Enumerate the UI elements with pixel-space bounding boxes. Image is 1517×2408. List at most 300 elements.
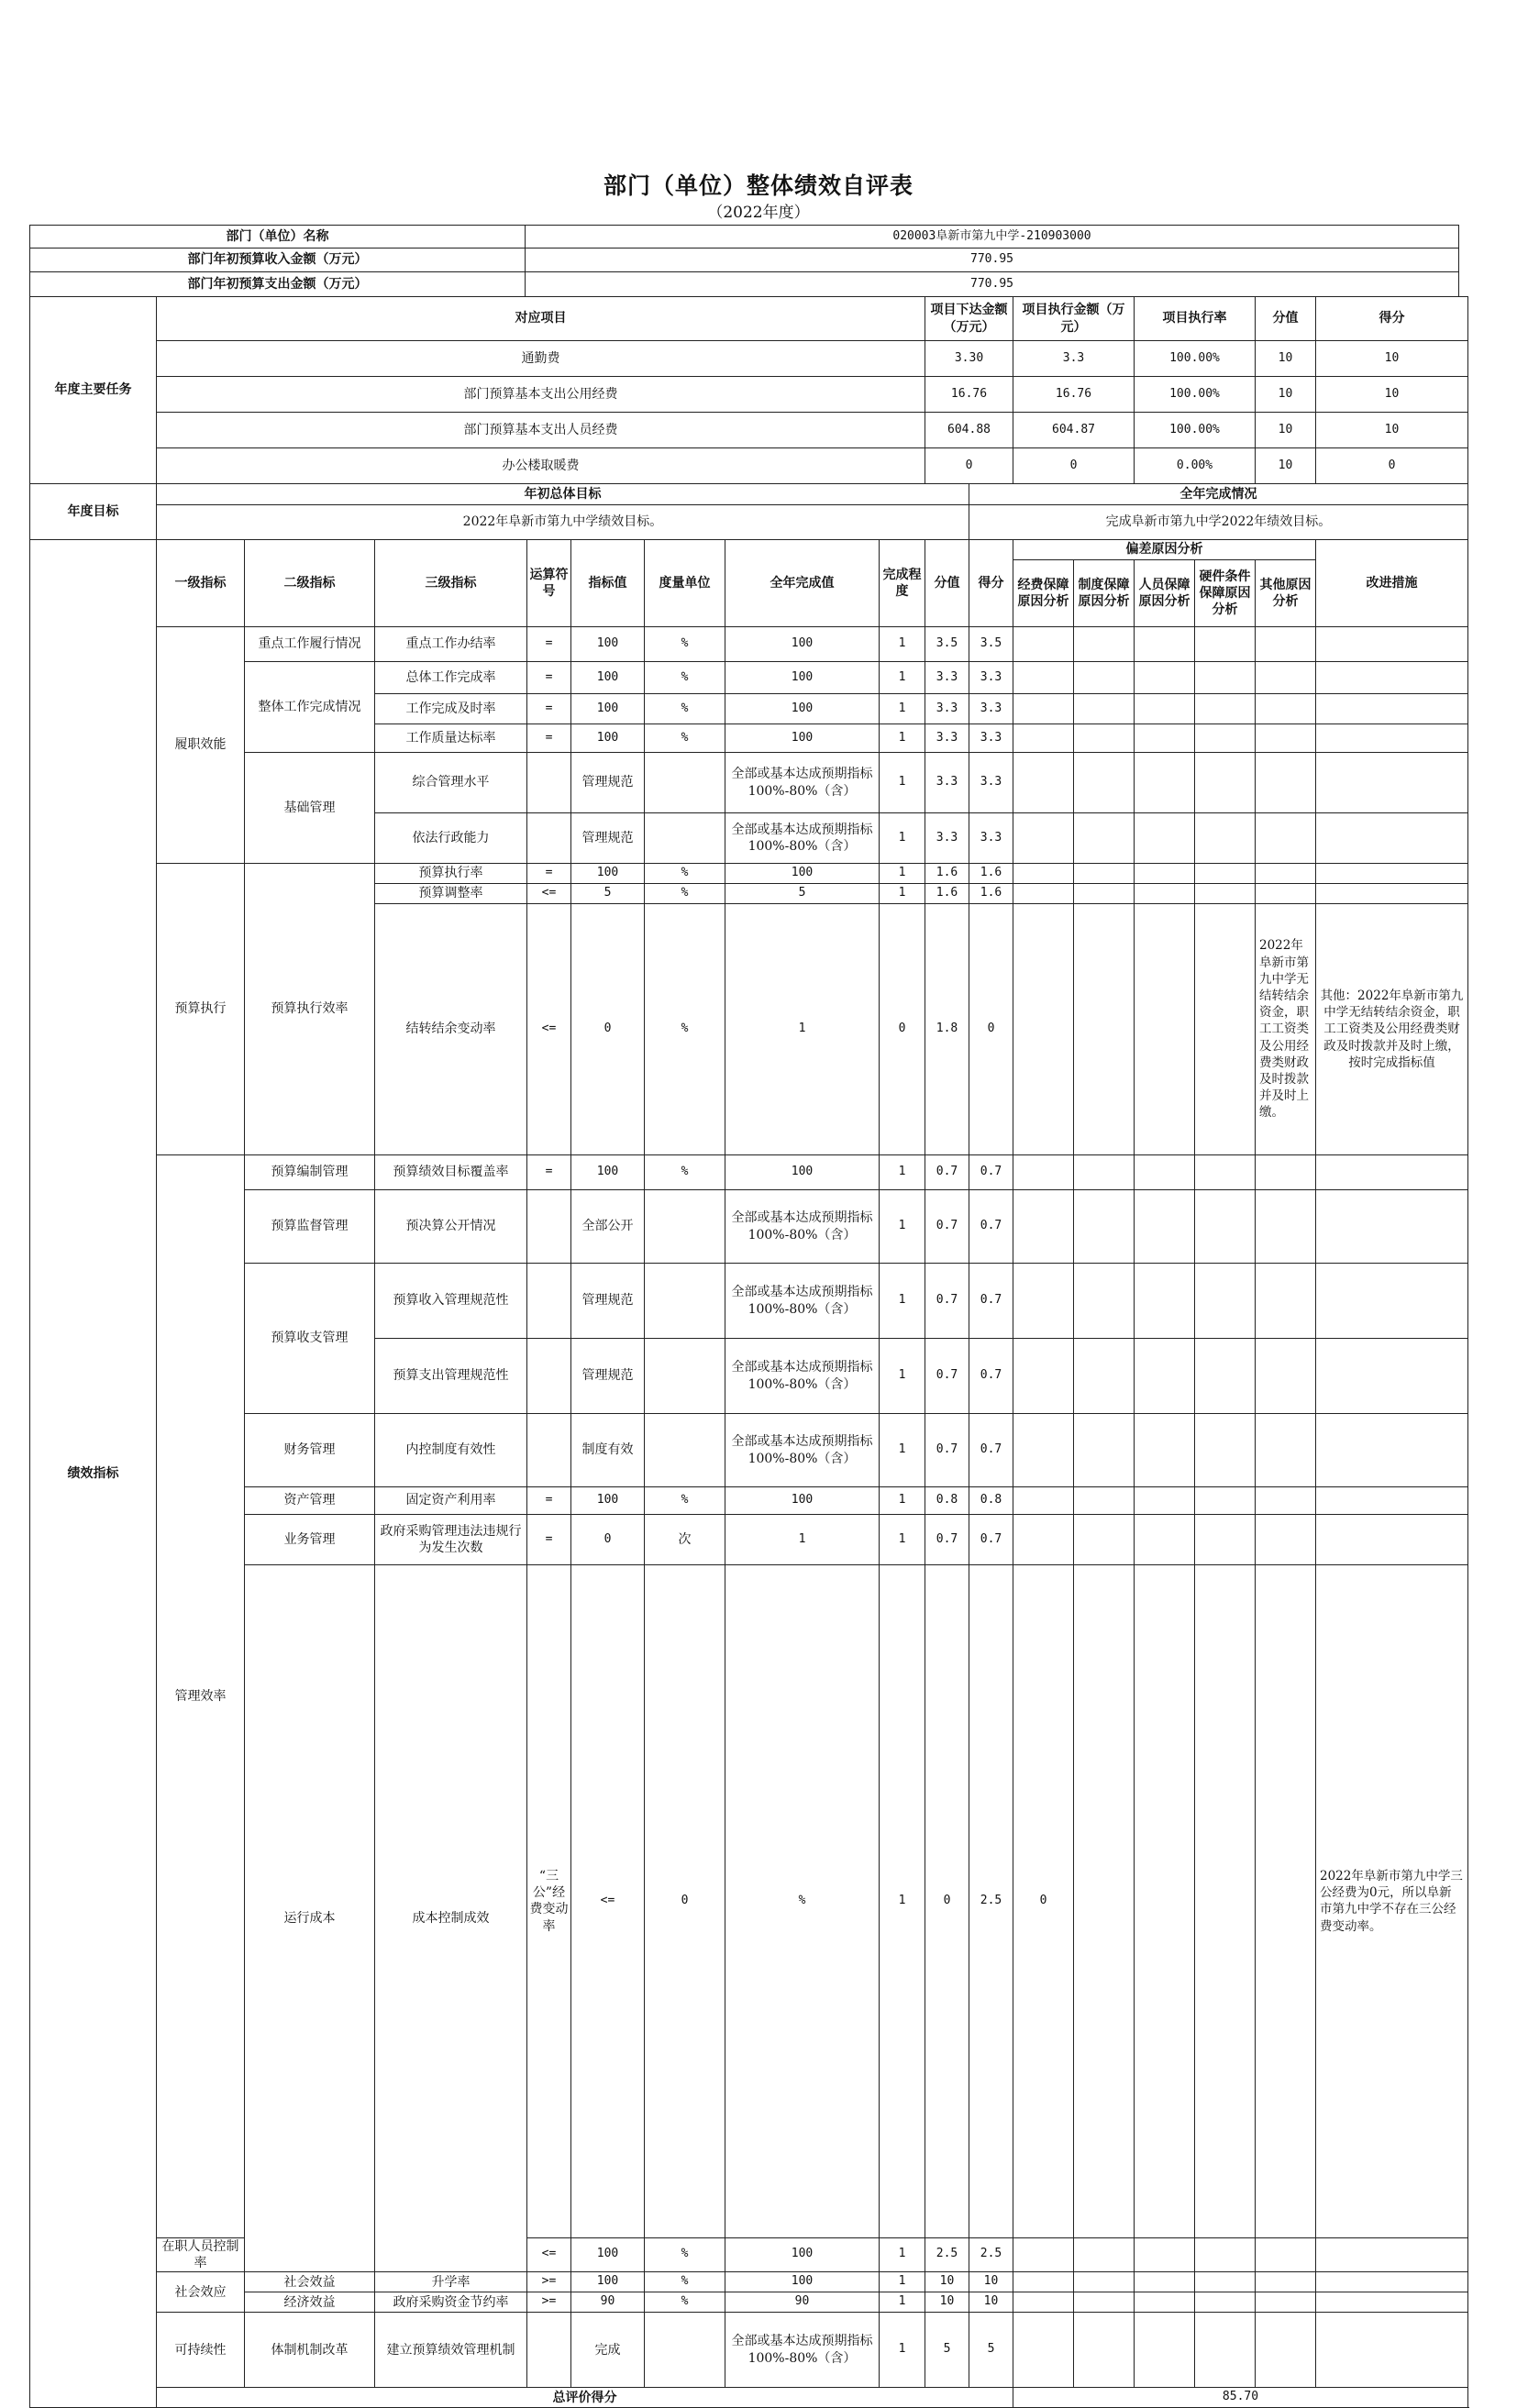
empty-cell bbox=[1256, 694, 1316, 724]
empty-cell bbox=[1135, 2292, 1195, 2313]
empty-cell bbox=[1195, 2272, 1256, 2292]
empty-cell bbox=[1074, 2237, 1135, 2271]
degree-cell: 1 bbox=[880, 864, 925, 884]
performance-table bbox=[29, 296, 1468, 2408]
actual-cell: 100 bbox=[725, 1487, 880, 1515]
target-cell: 完成 bbox=[571, 2313, 645, 2388]
l2-cost-ctrl: 成本控制成效 bbox=[375, 1565, 527, 2272]
goals-completion-value: 完成阜新市第九中学2022年绩效目标。 bbox=[969, 505, 1468, 540]
score-cell: 3.3 bbox=[925, 753, 969, 813]
empty-cell bbox=[1316, 1264, 1468, 1339]
l2-budget-sup: 预算监督管理 bbox=[245, 1190, 375, 1264]
l1-mgmt: 管理效率 bbox=[157, 1155, 245, 2238]
tasks-section-label: 年度主要任务 bbox=[30, 297, 157, 484]
unit-cell: % bbox=[645, 1155, 725, 1190]
goals-initial-header: 年初总体目标 bbox=[157, 484, 969, 505]
empty-cell bbox=[1074, 813, 1135, 864]
actual-cell: 全部或基本达成预期指标100%-80%（含） bbox=[725, 1339, 880, 1414]
empty-cell bbox=[1074, 864, 1135, 884]
degree-cell: 1 bbox=[880, 1515, 925, 1565]
empty-cell bbox=[1074, 884, 1135, 904]
empty-cell bbox=[1135, 1339, 1195, 1414]
empty-cell bbox=[1195, 904, 1256, 1155]
got-cell: 3.3 bbox=[969, 813, 1013, 864]
target-cell: 100 bbox=[571, 1487, 645, 1515]
empty-cell bbox=[1013, 2272, 1074, 2292]
op-cell: <= bbox=[527, 2237, 571, 2271]
actual-cell: 全部或基本达成预期指标100%-80%（含） bbox=[725, 813, 880, 864]
empty-cell bbox=[1316, 1515, 1468, 1565]
l2-basic: 基础管理 bbox=[245, 753, 375, 864]
score-cell: 0.8 bbox=[925, 1487, 969, 1515]
total-label: 总评价得分 bbox=[157, 2388, 1013, 2408]
op-cell: = bbox=[527, 627, 571, 662]
header-table bbox=[29, 225, 1459, 297]
task-got: 0 bbox=[1316, 448, 1468, 484]
empty-cell bbox=[1316, 2272, 1468, 2292]
unit-cell bbox=[645, 2313, 725, 2388]
op-cell: = bbox=[527, 1155, 571, 1190]
op-cell bbox=[527, 2313, 571, 2388]
empty-cell bbox=[1013, 2292, 1074, 2313]
got-cell: 0.7 bbox=[969, 1264, 1013, 1339]
degree-cell: 1 bbox=[880, 724, 925, 753]
empty-cell bbox=[1256, 724, 1316, 753]
empty-cell bbox=[1195, 1339, 1256, 1414]
score-cell: 5 bbox=[925, 2313, 969, 2388]
empty-cell bbox=[1195, 1155, 1256, 1190]
got-cell: 0.7 bbox=[969, 1339, 1013, 1414]
unit-cell: % bbox=[645, 724, 725, 753]
actual-cell: 100 bbox=[725, 724, 880, 753]
actual-cell: 100 bbox=[725, 2272, 880, 2292]
empty-cell bbox=[1074, 724, 1135, 753]
l3-label: 工作质量达标率 bbox=[375, 724, 527, 753]
got-cell: 0.8 bbox=[969, 1487, 1013, 1515]
score-cell: 10 bbox=[925, 2272, 969, 2292]
empty-cell bbox=[1074, 2272, 1135, 2292]
empty-cell bbox=[1256, 627, 1316, 662]
hdr-got: 得分 bbox=[969, 540, 1013, 627]
tasks-col-got: 得分 bbox=[1316, 297, 1468, 341]
empty-cell bbox=[1074, 2313, 1135, 2388]
actual-cell: 全部或基本达成预期指标100%-80%（含） bbox=[725, 753, 880, 813]
empty-cell bbox=[1135, 2313, 1195, 2388]
empty-cell bbox=[1256, 1515, 1316, 1565]
got-cell: 10 bbox=[969, 2272, 1013, 2292]
hdr-improve: 改进措施 bbox=[1316, 540, 1468, 627]
unit-cell: % bbox=[645, 627, 725, 662]
empty-cell bbox=[1316, 2292, 1468, 2313]
other-reason-cell: 2022年阜新市第九中学三公经费为0元，所以阜新市第九中学不存在三公经费变动率。 bbox=[1316, 1565, 1468, 2238]
degree-cell: 1 bbox=[880, 2292, 925, 2313]
unit-cell: % bbox=[645, 2272, 725, 2292]
actual-cell: 100 bbox=[725, 694, 880, 724]
hdr-dev-hardware: 硬件条件保障原因分析 bbox=[1195, 560, 1256, 627]
empty-cell bbox=[1316, 2313, 1468, 2388]
op-cell: <= bbox=[527, 884, 571, 904]
degree-cell: 1 bbox=[880, 694, 925, 724]
degree-cell: 1 bbox=[880, 627, 925, 662]
empty-cell bbox=[1074, 627, 1135, 662]
goals-initial-value: 2022年阜新市第九中学绩效目标。 bbox=[157, 505, 969, 540]
unit-cell bbox=[645, 1339, 725, 1414]
actual-cell: 1 bbox=[725, 904, 880, 1155]
empty-cell bbox=[1074, 904, 1135, 1155]
empty-cell bbox=[1195, 1487, 1256, 1515]
op-cell: = bbox=[527, 662, 571, 694]
hdr-unit: 度量单位 bbox=[645, 540, 725, 627]
score-cell: 3.3 bbox=[925, 662, 969, 694]
hdr-level3: 三级指标 bbox=[375, 540, 527, 627]
op-cell bbox=[527, 1264, 571, 1339]
score-cell: 0.7 bbox=[925, 1155, 969, 1190]
empty-cell bbox=[1135, 724, 1195, 753]
empty-cell bbox=[1013, 724, 1074, 753]
got-cell: 0.7 bbox=[969, 1190, 1013, 1264]
l3-label: 依法行政能力 bbox=[375, 813, 527, 864]
l3-label: 结转结余变动率 bbox=[375, 904, 527, 1155]
l2-budget-prep: 预算编制管理 bbox=[245, 1155, 375, 1190]
empty-cell bbox=[1195, 813, 1256, 864]
actual-cell: 5 bbox=[725, 884, 880, 904]
op-cell: = bbox=[527, 724, 571, 753]
l3-label: 预算收入管理规范性 bbox=[375, 1264, 527, 1339]
hdr-deviation: 偏差原因分析 bbox=[1013, 540, 1316, 560]
hdr-degree: 完成程度 bbox=[880, 540, 925, 627]
empty-cell bbox=[1256, 1339, 1316, 1414]
empty-cell bbox=[1316, 1487, 1468, 1515]
unit-cell bbox=[645, 1264, 725, 1339]
empty-cell bbox=[1195, 627, 1256, 662]
empty-cell bbox=[1013, 1487, 1074, 1515]
hdr-level2: 二级指标 bbox=[245, 540, 375, 627]
score-cell: 2.5 bbox=[969, 1565, 1013, 2238]
task-executed: 16.76 bbox=[1013, 377, 1135, 413]
hdr-dev-system: 制度保障原因分析 bbox=[1074, 560, 1135, 627]
task-got: 10 bbox=[1316, 413, 1468, 448]
empty-cell bbox=[1013, 2313, 1074, 2388]
empty-cell bbox=[1013, 904, 1074, 1155]
task-executed: 3.3 bbox=[1013, 341, 1135, 377]
actual-cell: 全部或基本达成预期指标100%-80%（含） bbox=[725, 1414, 880, 1487]
empty-cell bbox=[1135, 694, 1195, 724]
empty-cell bbox=[1074, 1515, 1135, 1565]
target-cell: 全部公开 bbox=[571, 1190, 645, 1264]
empty-cell bbox=[1135, 1264, 1195, 1339]
score-cell: 1.8 bbox=[925, 904, 969, 1155]
degree-cell: 1 bbox=[880, 1414, 925, 1487]
hdr-op: 运算符号 bbox=[527, 540, 571, 627]
empty-cell bbox=[1195, 662, 1256, 694]
empty-cell bbox=[1195, 724, 1256, 753]
empty-cell bbox=[1135, 864, 1195, 884]
l3-label: 预算绩效目标覆盖率 bbox=[375, 1155, 527, 1190]
l3-label: 建立预算绩效管理机制 bbox=[375, 2313, 527, 2388]
empty-cell bbox=[1013, 884, 1074, 904]
l3-label: 固定资产利用率 bbox=[375, 1487, 527, 1515]
empty-cell bbox=[1316, 662, 1468, 694]
unit-cell bbox=[645, 753, 725, 813]
unit-cell: % bbox=[645, 662, 725, 694]
tasks-col-issued: 项目下达金额（万元） bbox=[925, 297, 1013, 341]
goals-completion-header: 全年完成情况 bbox=[969, 484, 1468, 505]
tasks-col-score: 分值 bbox=[1256, 297, 1316, 341]
score-cell: 3.3 bbox=[925, 813, 969, 864]
score-cell: 1.6 bbox=[925, 884, 969, 904]
l3-label: 升学率 bbox=[375, 2272, 527, 2292]
got-cell: 0 bbox=[969, 904, 1013, 1155]
empty-cell bbox=[1074, 1565, 1135, 2238]
score-cell: 10 bbox=[925, 2292, 969, 2313]
hdr-dev-funding: 经费保障原因分析 bbox=[1013, 560, 1074, 627]
target-cell: 100 bbox=[571, 864, 645, 884]
empty-cell bbox=[1256, 2272, 1316, 2292]
task-score: 10 bbox=[1256, 377, 1316, 413]
got-cell: 3.5 bbox=[969, 627, 1013, 662]
empty-cell bbox=[1256, 1414, 1316, 1487]
l3-label: 预算执行率 bbox=[375, 864, 527, 884]
empty-cell bbox=[1195, 1414, 1256, 1487]
got-cell: 1.6 bbox=[969, 884, 1013, 904]
task-rate: 0.00% bbox=[1135, 448, 1256, 484]
unit-cell: % bbox=[645, 904, 725, 1155]
task-score: 10 bbox=[1256, 341, 1316, 377]
target-cell: 100 bbox=[571, 2237, 645, 2271]
l2-overall: 整体工作完成情况 bbox=[245, 662, 375, 753]
income-value: 770.95 bbox=[526, 249, 1459, 272]
score-cell: 0.7 bbox=[925, 1264, 969, 1339]
empty-cell bbox=[1256, 1264, 1316, 1339]
degree-cell: 1 bbox=[880, 2272, 925, 2292]
empty-cell bbox=[1256, 813, 1316, 864]
empty-cell bbox=[1013, 627, 1074, 662]
l2-econ-ben: 经济效益 bbox=[245, 2292, 375, 2313]
got-cell: 0.7 bbox=[969, 1515, 1013, 1565]
empty-cell bbox=[1256, 1190, 1316, 1264]
tasks-col-rate: 项目执行率 bbox=[1135, 297, 1256, 341]
score-cell: 0.7 bbox=[925, 1414, 969, 1487]
empty-cell bbox=[1074, 1339, 1135, 1414]
degree-cell: 0 bbox=[880, 904, 925, 1155]
unit-cell: % bbox=[645, 884, 725, 904]
target-cell: 100 bbox=[571, 2272, 645, 2292]
hdr-dev-other: 其他原因分析 bbox=[1256, 560, 1316, 627]
op-cell bbox=[527, 1339, 571, 1414]
got-cell: 3.3 bbox=[969, 724, 1013, 753]
empty-cell bbox=[1316, 694, 1468, 724]
l2-budget-eff: 预算执行效率 bbox=[245, 864, 375, 1155]
got-cell: 2.5 bbox=[969, 2237, 1013, 2271]
empty-cell bbox=[1195, 753, 1256, 813]
tasks-col-item: 对应项目 bbox=[157, 297, 925, 341]
actual-cell: 100 bbox=[725, 864, 880, 884]
op-cell bbox=[527, 1414, 571, 1487]
empty-cell bbox=[1013, 753, 1074, 813]
empty-cell bbox=[1074, 694, 1135, 724]
empty-cell bbox=[1316, 813, 1468, 864]
empty-cell bbox=[1013, 2237, 1074, 2271]
score-cell: 0.7 bbox=[925, 1190, 969, 1264]
actual-cell: 100 bbox=[725, 2237, 880, 2271]
empty-cell bbox=[1316, 864, 1468, 884]
l2-social-ben: 社会效益 bbox=[245, 2272, 375, 2292]
l3-label: 预算调整率 bbox=[375, 884, 527, 904]
task-got: 10 bbox=[1316, 377, 1468, 413]
degree-cell: 1 bbox=[880, 662, 925, 694]
page-subtitle: （2022年度） bbox=[707, 204, 810, 222]
empty-cell bbox=[1256, 2237, 1316, 2271]
task-issued: 16.76 bbox=[925, 377, 1013, 413]
empty-cell bbox=[1195, 884, 1256, 904]
l3-label: 在职人员控制率 bbox=[157, 2237, 245, 2271]
op-cell: <= bbox=[527, 904, 571, 1155]
empty-cell bbox=[1195, 1565, 1256, 2238]
got-cell: 0.7 bbox=[969, 1155, 1013, 1190]
indicators-section-label: 绩效指标 bbox=[30, 540, 157, 2408]
score-cell: 0.7 bbox=[925, 1515, 969, 1565]
task-issued: 0 bbox=[925, 448, 1013, 484]
unit-cell: 次 bbox=[645, 1515, 725, 1565]
op-cell: = bbox=[527, 1487, 571, 1515]
empty-cell bbox=[1316, 1339, 1468, 1414]
empty-cell bbox=[1135, 2272, 1195, 2292]
target-cell: 管理规范 bbox=[571, 1339, 645, 1414]
empty-cell bbox=[1013, 864, 1074, 884]
empty-cell bbox=[1316, 627, 1468, 662]
empty-cell bbox=[1013, 813, 1074, 864]
got-cell: 1.6 bbox=[969, 864, 1013, 884]
actual-cell: 1 bbox=[725, 1515, 880, 1565]
empty-cell bbox=[1135, 1515, 1195, 1565]
empty-cell bbox=[1013, 662, 1074, 694]
total-value: 85.70 bbox=[1013, 2388, 1468, 2408]
got-cell: 10 bbox=[969, 2292, 1013, 2313]
empty-cell bbox=[1316, 753, 1468, 813]
op-cell bbox=[527, 1190, 571, 1264]
unit-cell: % bbox=[645, 1487, 725, 1515]
target-cell: 100 bbox=[571, 724, 645, 753]
task-rate: 100.00% bbox=[1135, 341, 1256, 377]
target-cell: 制度有效 bbox=[571, 1414, 645, 1487]
l3-label: “三公”经费变动率 bbox=[527, 1565, 571, 2238]
empty-cell bbox=[1135, 813, 1195, 864]
empty-cell bbox=[1195, 2292, 1256, 2313]
l3-label: 预算支出管理规范性 bbox=[375, 1339, 527, 1414]
target-cell: 100 bbox=[571, 662, 645, 694]
actual-cell: 100 bbox=[725, 627, 880, 662]
empty-cell bbox=[1195, 694, 1256, 724]
degree-cell: 0 bbox=[925, 1565, 969, 2238]
empty-cell bbox=[1074, 1264, 1135, 1339]
empty-cell bbox=[1256, 1155, 1316, 1190]
op-cell: >= bbox=[527, 2272, 571, 2292]
l3-label: 重点工作办结率 bbox=[375, 627, 527, 662]
empty-cell bbox=[1074, 1190, 1135, 1264]
empty-cell bbox=[1256, 2292, 1316, 2313]
empty-cell bbox=[1316, 1414, 1468, 1487]
degree-cell: 1 bbox=[880, 1487, 925, 1515]
actual-cell: 全部或基本达成预期指标100%-80%（含） bbox=[725, 2313, 880, 2388]
degree-cell: 1 bbox=[880, 1190, 925, 1264]
got-cell: 3.3 bbox=[969, 662, 1013, 694]
empty-cell bbox=[1013, 1515, 1074, 1565]
got-cell: 0 bbox=[1013, 1565, 1074, 2238]
target-cell: 90 bbox=[571, 2292, 645, 2313]
task-executed: 0 bbox=[1013, 448, 1135, 484]
improve-cell: 其他：2022年阜新市第九中学无结转结余资金，职工工资类及公用经费类财政及时拨款并及时上缴，按时完成指标值 bbox=[1316, 904, 1468, 1155]
l3-label: 政府采购管理违法违规行为发生次数 bbox=[375, 1515, 527, 1565]
op-cell: >= bbox=[527, 2292, 571, 2313]
l1-budget: 预算执行 bbox=[157, 864, 245, 1155]
target-cell: 100 bbox=[571, 694, 645, 724]
empty-cell bbox=[1195, 2237, 1256, 2271]
actual-cell: 1 bbox=[880, 1565, 925, 2238]
empty-cell bbox=[1135, 1190, 1195, 1264]
op-cell bbox=[527, 753, 571, 813]
score-cell: 3.3 bbox=[925, 694, 969, 724]
l3-label: 内控制度有效性 bbox=[375, 1414, 527, 1487]
actual-cell: 90 bbox=[725, 2292, 880, 2313]
empty-cell bbox=[1135, 1155, 1195, 1190]
op-cell: <= bbox=[571, 1565, 645, 2238]
target-cell: 0 bbox=[571, 904, 645, 1155]
other-reason-cell: 2022年阜新市第九中学无结转结余资金，职工工资类及公用经费类财政及时拨款并及时上缴。 bbox=[1256, 904, 1316, 1155]
hdr-actual: 全年完成值 bbox=[725, 540, 880, 627]
empty-cell bbox=[1316, 1190, 1468, 1264]
degree-cell: 1 bbox=[880, 1155, 925, 1190]
l3-label: 综合管理水平 bbox=[375, 753, 527, 813]
l2-reform: 体制机制改革 bbox=[245, 2313, 375, 2388]
task-rate: 100.00% bbox=[1135, 413, 1256, 448]
target-cell: 管理规范 bbox=[571, 813, 645, 864]
l2-key-work: 重点工作履行情况 bbox=[245, 627, 375, 662]
task-item: 办公楼取暖费 bbox=[157, 448, 925, 484]
degree-cell: 1 bbox=[880, 1264, 925, 1339]
actual-cell: 全部或基本达成预期指标100%-80%（含） bbox=[725, 1190, 880, 1264]
income-label: 部门年初预算收入金额（万元） bbox=[30, 249, 526, 272]
empty-cell bbox=[1074, 2292, 1135, 2313]
empty-cell bbox=[1074, 1155, 1135, 1190]
target-cell: 100 bbox=[571, 1155, 645, 1190]
task-score: 10 bbox=[1256, 413, 1316, 448]
target-cell: 管理规范 bbox=[571, 753, 645, 813]
task-score: 10 bbox=[1256, 448, 1316, 484]
hdr-score: 分值 bbox=[925, 540, 969, 627]
dept-value: 020003阜新市第九中学-210903000 bbox=[526, 226, 1459, 249]
empty-cell bbox=[1256, 662, 1316, 694]
l3-label: 政府采购资金节约率 bbox=[375, 2292, 527, 2313]
task-item: 通勤费 bbox=[157, 341, 925, 377]
hdr-dev-staff: 人员保障原因分析 bbox=[1135, 560, 1195, 627]
empty-cell bbox=[1256, 753, 1316, 813]
l3-label: 工作完成及时率 bbox=[375, 694, 527, 724]
hdr-target: 指标值 bbox=[571, 540, 645, 627]
score-cell: 1.6 bbox=[925, 864, 969, 884]
op-cell: = bbox=[527, 1515, 571, 1565]
unit-cell: % bbox=[725, 1565, 880, 2238]
empty-cell bbox=[1013, 694, 1074, 724]
actual-cell: 100 bbox=[725, 1155, 880, 1190]
empty-cell bbox=[1074, 753, 1135, 813]
target-cell: 管理规范 bbox=[571, 1264, 645, 1339]
got-cell: 5 bbox=[969, 2313, 1013, 2388]
target-cell: 0 bbox=[571, 1515, 645, 1565]
l1-cost: 运行成本 bbox=[245, 1565, 375, 2272]
l2-business: 业务管理 bbox=[245, 1515, 375, 1565]
l1-duty: 履职效能 bbox=[157, 627, 245, 864]
empty-cell bbox=[1195, 2313, 1256, 2388]
